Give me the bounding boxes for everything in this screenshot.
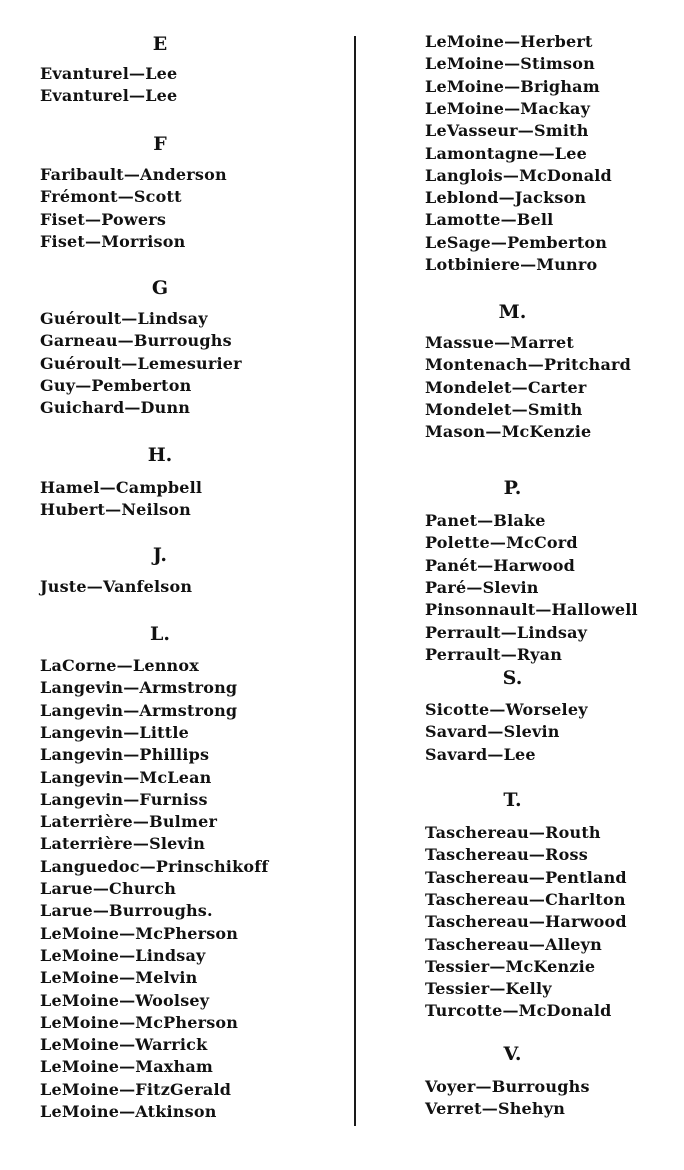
name-entry: LeMoine—Woolsey: [40, 990, 210, 1010]
name-entry: Evanturel—Lee: [40, 86, 178, 106]
section-heading-right-5: V.: [503, 1043, 522, 1065]
name-entry: Taschereau—Pentland: [425, 867, 627, 887]
name-entry: LeMoine—Maxham: [40, 1057, 214, 1077]
name-entry: Garneau—Burroughs: [40, 331, 232, 351]
name-entry: Mason—McKenzie: [425, 422, 592, 442]
name-entry: LeMoine—McPherson: [40, 1012, 239, 1032]
name-entry: Turcotte—McDonald: [425, 1001, 612, 1021]
name-entry: Taschereau—Routh: [425, 823, 601, 842]
name-entry: Langlois—McDonald: [425, 165, 612, 185]
name-entry: Taschereau—Charlton: [425, 889, 626, 909]
name-entry: Taschereau—Alleyn: [425, 934, 602, 954]
name-entry: LaCorne—Lennox: [40, 656, 199, 675]
name-entry: Mondelet—Carter: [425, 377, 587, 397]
section-heading-left-0: E: [152, 33, 168, 55]
name-entry: LeMoine—McPherson: [40, 923, 239, 943]
name-entry: Panet—Blake: [425, 511, 546, 530]
section-heading-left-2: G: [151, 277, 169, 299]
name-entry: Leblond—Jackson: [425, 188, 587, 208]
section-heading-right-2: P.: [503, 477, 522, 499]
name-entry: Pinsonnault—Hallowell: [425, 600, 638, 620]
name-entry: Savard—Lee: [425, 744, 536, 764]
name-entry: LeVasseur—Smith: [425, 121, 589, 141]
name-entry: Taschereau—Ross: [425, 845, 588, 865]
name-entry: Larue—Burroughs.: [40, 901, 213, 921]
section-heading-left-3: H.: [147, 444, 173, 466]
column-divider: [354, 36, 356, 1126]
name-entry: LeMoine—Warrick: [40, 1035, 208, 1055]
name-entry: Panét—Harwood: [425, 555, 575, 575]
section-heading-right-4: T.: [503, 789, 522, 811]
name-entry: Langevin—Little: [40, 722, 189, 742]
name-entry: Langevin—Armstrong: [40, 700, 238, 720]
name-entry: Laterrière—Slevin: [40, 834, 206, 854]
name-entry: Langevin—Furniss: [40, 789, 208, 809]
name-entry: Guéroult—Lindsay: [40, 309, 208, 328]
name-entry: Guy—Pemberton: [40, 375, 192, 395]
name-entry: Fiset—Morrison: [40, 231, 186, 251]
section-heading-left-5: L.: [150, 623, 170, 645]
name-entry: Lotbiniere—Munro: [425, 255, 598, 274]
name-entry: Langevin—Armstrong: [40, 678, 238, 698]
name-entry: Larue—Church: [40, 879, 177, 898]
name-entry: LeMoine—Lindsay: [40, 945, 206, 965]
name-entry: Perrault—Lindsay: [425, 622, 588, 642]
name-entry: Perrault—Ryan: [425, 644, 563, 664]
name-entry: LeMoine—Brigham: [425, 76, 600, 96]
name-entry: Juste—Vanfelson: [40, 577, 193, 596]
name-entry: Guichard—Dunn: [40, 398, 191, 418]
name-entry: Faribault—Anderson: [40, 165, 227, 184]
name-entry: Mondelet—Smith: [425, 399, 583, 419]
name-entry: Lamontagne—Lee: [425, 143, 588, 163]
name-entry: Verret—Shehyn: [425, 1099, 566, 1119]
name-entry: Laterrière—Bulmer: [40, 812, 218, 832]
name-entry: Polette—McCord: [425, 533, 578, 553]
name-entry: Evanturel—Lee: [40, 64, 178, 83]
name-entry: Paré—Slevin: [425, 577, 539, 597]
name-entry: Sicotte—Worseley: [425, 700, 588, 719]
name-entry: Hamel—Campbell: [40, 478, 203, 497]
name-entry: Taschereau—Harwood: [425, 912, 627, 932]
section-heading-left-1: F: [153, 133, 167, 155]
name-entry: Tessier—McKenzie: [425, 956, 596, 976]
name-entry: LeMoine—Atkinson: [40, 1102, 217, 1121]
name-entry: Savard—Slevin: [425, 722, 560, 742]
name-entry: Langevin—McLean: [40, 767, 212, 787]
name-entry: Voyer—Burroughs: [425, 1077, 590, 1096]
name-entry: Massue—Marret: [425, 333, 575, 352]
name-entry: Frémont—Scott: [40, 187, 182, 207]
name-entry: Fiset—Powers: [40, 209, 167, 229]
name-entry: Tessier—Kelly: [425, 979, 552, 999]
name-entry: LeSage—Pemberton: [425, 232, 608, 252]
name-entry: LeMoine—Melvin: [40, 968, 198, 988]
name-entry: Lamotte—Bell: [425, 210, 554, 230]
section-heading-right-1: M.: [498, 301, 527, 323]
name-entry: Guéroult—Lemesurier: [40, 353, 242, 373]
name-entry: LeMoine—Stimson: [425, 54, 595, 74]
section-heading-left-4: J.: [152, 544, 168, 566]
name-entry: Montenach—Pritchard: [425, 355, 632, 375]
section-heading-right-3: S.: [502, 667, 523, 689]
name-entry: Languedoc—Prinschikoff: [40, 856, 269, 876]
name-entry: LeMoine—FitzGerald: [40, 1079, 232, 1099]
name-entry: Hubert—Neilson: [40, 500, 192, 520]
name-entry: Langevin—Phillips: [40, 745, 210, 765]
name-entry: LeMoine—Mackay: [425, 98, 591, 118]
name-entry: LeMoine—Herbert: [425, 32, 593, 51]
